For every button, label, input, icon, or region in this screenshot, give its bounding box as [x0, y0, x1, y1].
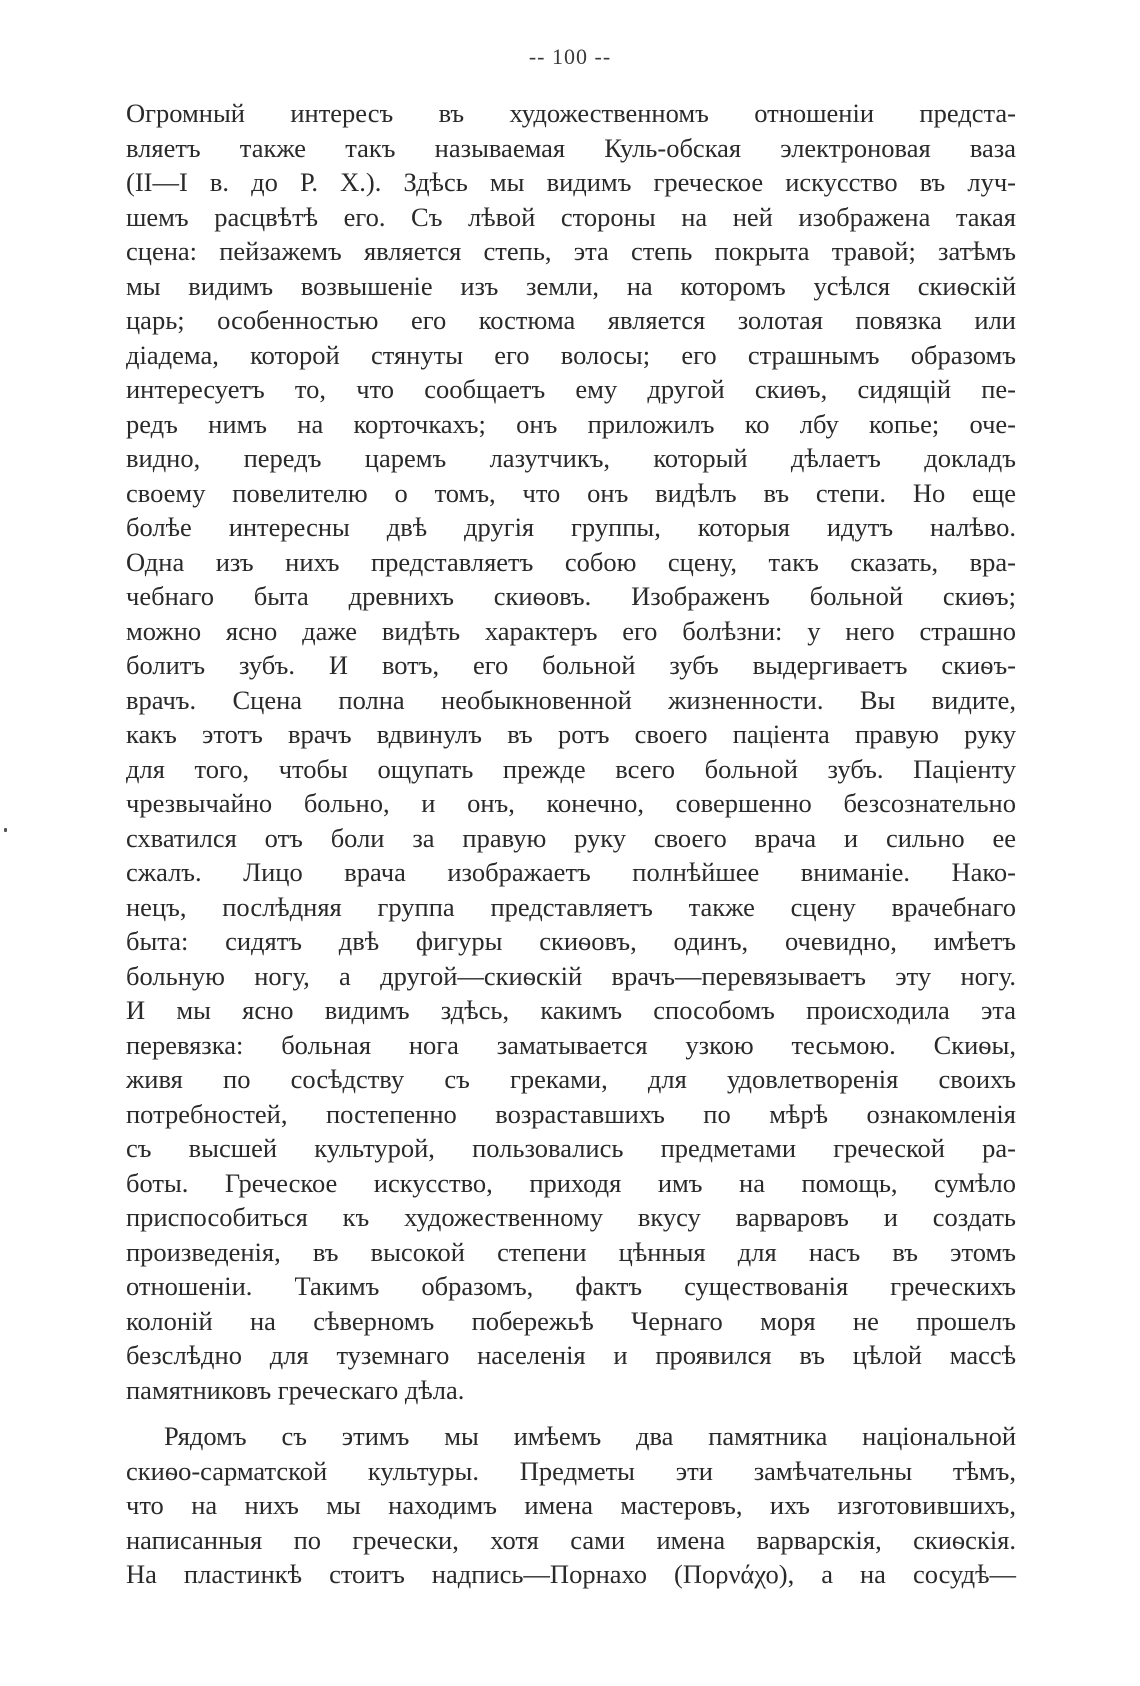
text-line: безслѣдно для туземнаго населенiя и проявился въ цѣлой массѣ: [126, 1340, 1016, 1370]
text-line: памятниковъ греческаго дѣла.: [126, 1374, 465, 1405]
text-line: съ высшей культурой, пользовались предметами греческой ра-: [126, 1133, 1016, 1163]
text-line: быта: сидятъ двѣ фигуры скиѳовъ, одинъ, очевидно, имѣетъ: [126, 926, 1016, 956]
text-line: скиѳо-сарматской культуры. Предметы эти замѣчательны тѣмъ,: [126, 1455, 1016, 1486]
text-line: живя по сосѣдству съ греками, для удовлетворенiя своихъ: [126, 1064, 1016, 1094]
text-line: царь; особенностью его костюма является золотая повязка или: [126, 305, 1016, 335]
text-line: сцена: пейзажемъ является степь, эта степь покрыта травой; затѣмъ: [126, 236, 1016, 266]
text-line: своему повелителю о томъ, что онъ видѣлъ въ степи. Но еще: [126, 477, 1016, 508]
text-line: для того, чтобы ощупать прежде всего больной зубъ. Пацiенту: [126, 753, 1016, 784]
text-line: шемъ расцвѣтѣ его. Съ лѣвой стороны на ней изображена такая: [126, 201, 1016, 232]
text-line: перевязка: больная нога заматывается узкою тесьмою. Скиѳы,: [126, 1029, 1016, 1060]
text-line: Одна изъ нихъ представляетъ собою сцену, такъ сказать, вра-: [126, 546, 1016, 577]
text-line: врачъ. Сцена полна необыкновенной жизненности. Вы видите,: [126, 684, 1016, 715]
text-line: боты. Греческое искусство, приходя имъ на помощь, сумѣло: [126, 1167, 1016, 1198]
text-line: мы видимъ возвышенiе изъ земли, на которомъ усѣлся скиѳскiй: [126, 270, 1016, 301]
text-line: приспособиться къ художественному вкусу варваровъ и создать: [126, 1202, 1016, 1232]
text-line: колонiй на сѣверномъ побережьѣ Чернаго моря не прошелъ: [126, 1305, 1016, 1336]
margin-speck: [4, 828, 7, 832]
page-number: -- 100 --: [528, 44, 612, 69]
text-line: И мы ясно видимъ здѣсь, какимъ способомъ происходила эта: [126, 995, 1016, 1025]
text-line: дiадема, которой стянуты его волосы; его страшнымъ образомъ: [126, 339, 1016, 370]
text-line: потребностей, постепенно возраставшихъ по мѣрѣ ознакомленiя: [126, 1098, 1016, 1129]
text-line: чебнаго быта древнихъ скиѳовъ. Изображенъ больной скиѳъ;: [126, 581, 1016, 611]
text-line: что на нихъ мы находимъ имена мастеровъ, ихъ изготовившихъ,: [126, 1490, 1016, 1520]
text-line: редъ нимъ на корточкахъ; онъ приложилъ ко лбу копье; оче-: [126, 408, 1016, 439]
text-line: можно ясно даже видѣть характеръ его болѣзни: у него страшно: [126, 615, 1016, 646]
text-line: какъ этотъ врачъ вдвинулъ въ ротъ своего пацiента правую руку: [126, 719, 1016, 749]
text-line: вляетъ также такъ называемая Куль-обская электроновая ваза: [126, 132, 1016, 163]
text-line: произведенiя, въ высокой степени цѣнныя для насъ въ этомъ: [126, 1236, 1016, 1267]
text-line: видно, передъ царемъ лазутчикъ, который дѣлаетъ докладъ: [126, 443, 1016, 473]
text-line: больную ногу, а другой—скиѳскiй врачъ—перевязываетъ эту ногу.: [126, 960, 1016, 991]
text-line: отношенiи. Такимъ образомъ, фактъ существованiя греческихъ: [126, 1271, 1016, 1301]
paragraph: [126, 96, 1016, 1407]
paragraph-gap: [126, 1407, 1016, 1419]
body-text: [126, 96, 1016, 1592]
paragraph: [126, 1419, 1016, 1592]
text-line: На пластинкѣ стоитъ надпись—Порнахо (Πορνάχο), а на сосудѣ—: [126, 1559, 1016, 1589]
text-line: (II—I в. до Р. Х.). Здѣсь мы видимъ греческое искусство въ луч-: [126, 167, 1016, 197]
text-line: чрезвычайно больно, и онъ, конечно, совершенно безсознательно: [126, 788, 1016, 818]
text-line: болѣе интересны двѣ другiя группы, которыя идутъ налѣво.: [126, 512, 1016, 542]
text-line: Огромный интересъ въ художественномъ отношенiи предста-: [126, 98, 1016, 128]
text-line: нецъ, послѣдняя группа представляетъ также сцену врачебнаго: [126, 891, 1016, 922]
text-line: болитъ зубъ. И вотъ, его больной зубъ выдергиваетъ скиѳъ-: [126, 650, 1016, 680]
text-line: написанныя по гречески, хотя сами имена варварскiя, скиѳскiя.: [126, 1524, 1016, 1555]
text-line: интересуетъ то, что сообщаетъ ему другой скиѳъ, сидящiй пе-: [126, 374, 1016, 404]
text-line: схватился отъ боли за правую руку своего врача и сильно ее: [126, 822, 1016, 853]
text-line: сжалъ. Лицо врача изображаетъ полнѣйшее вниманiе. Нако-: [126, 857, 1016, 887]
text-line: Рядомъ съ этимъ мы имѣемъ два памятника нацiональной: [164, 1421, 1016, 1451]
